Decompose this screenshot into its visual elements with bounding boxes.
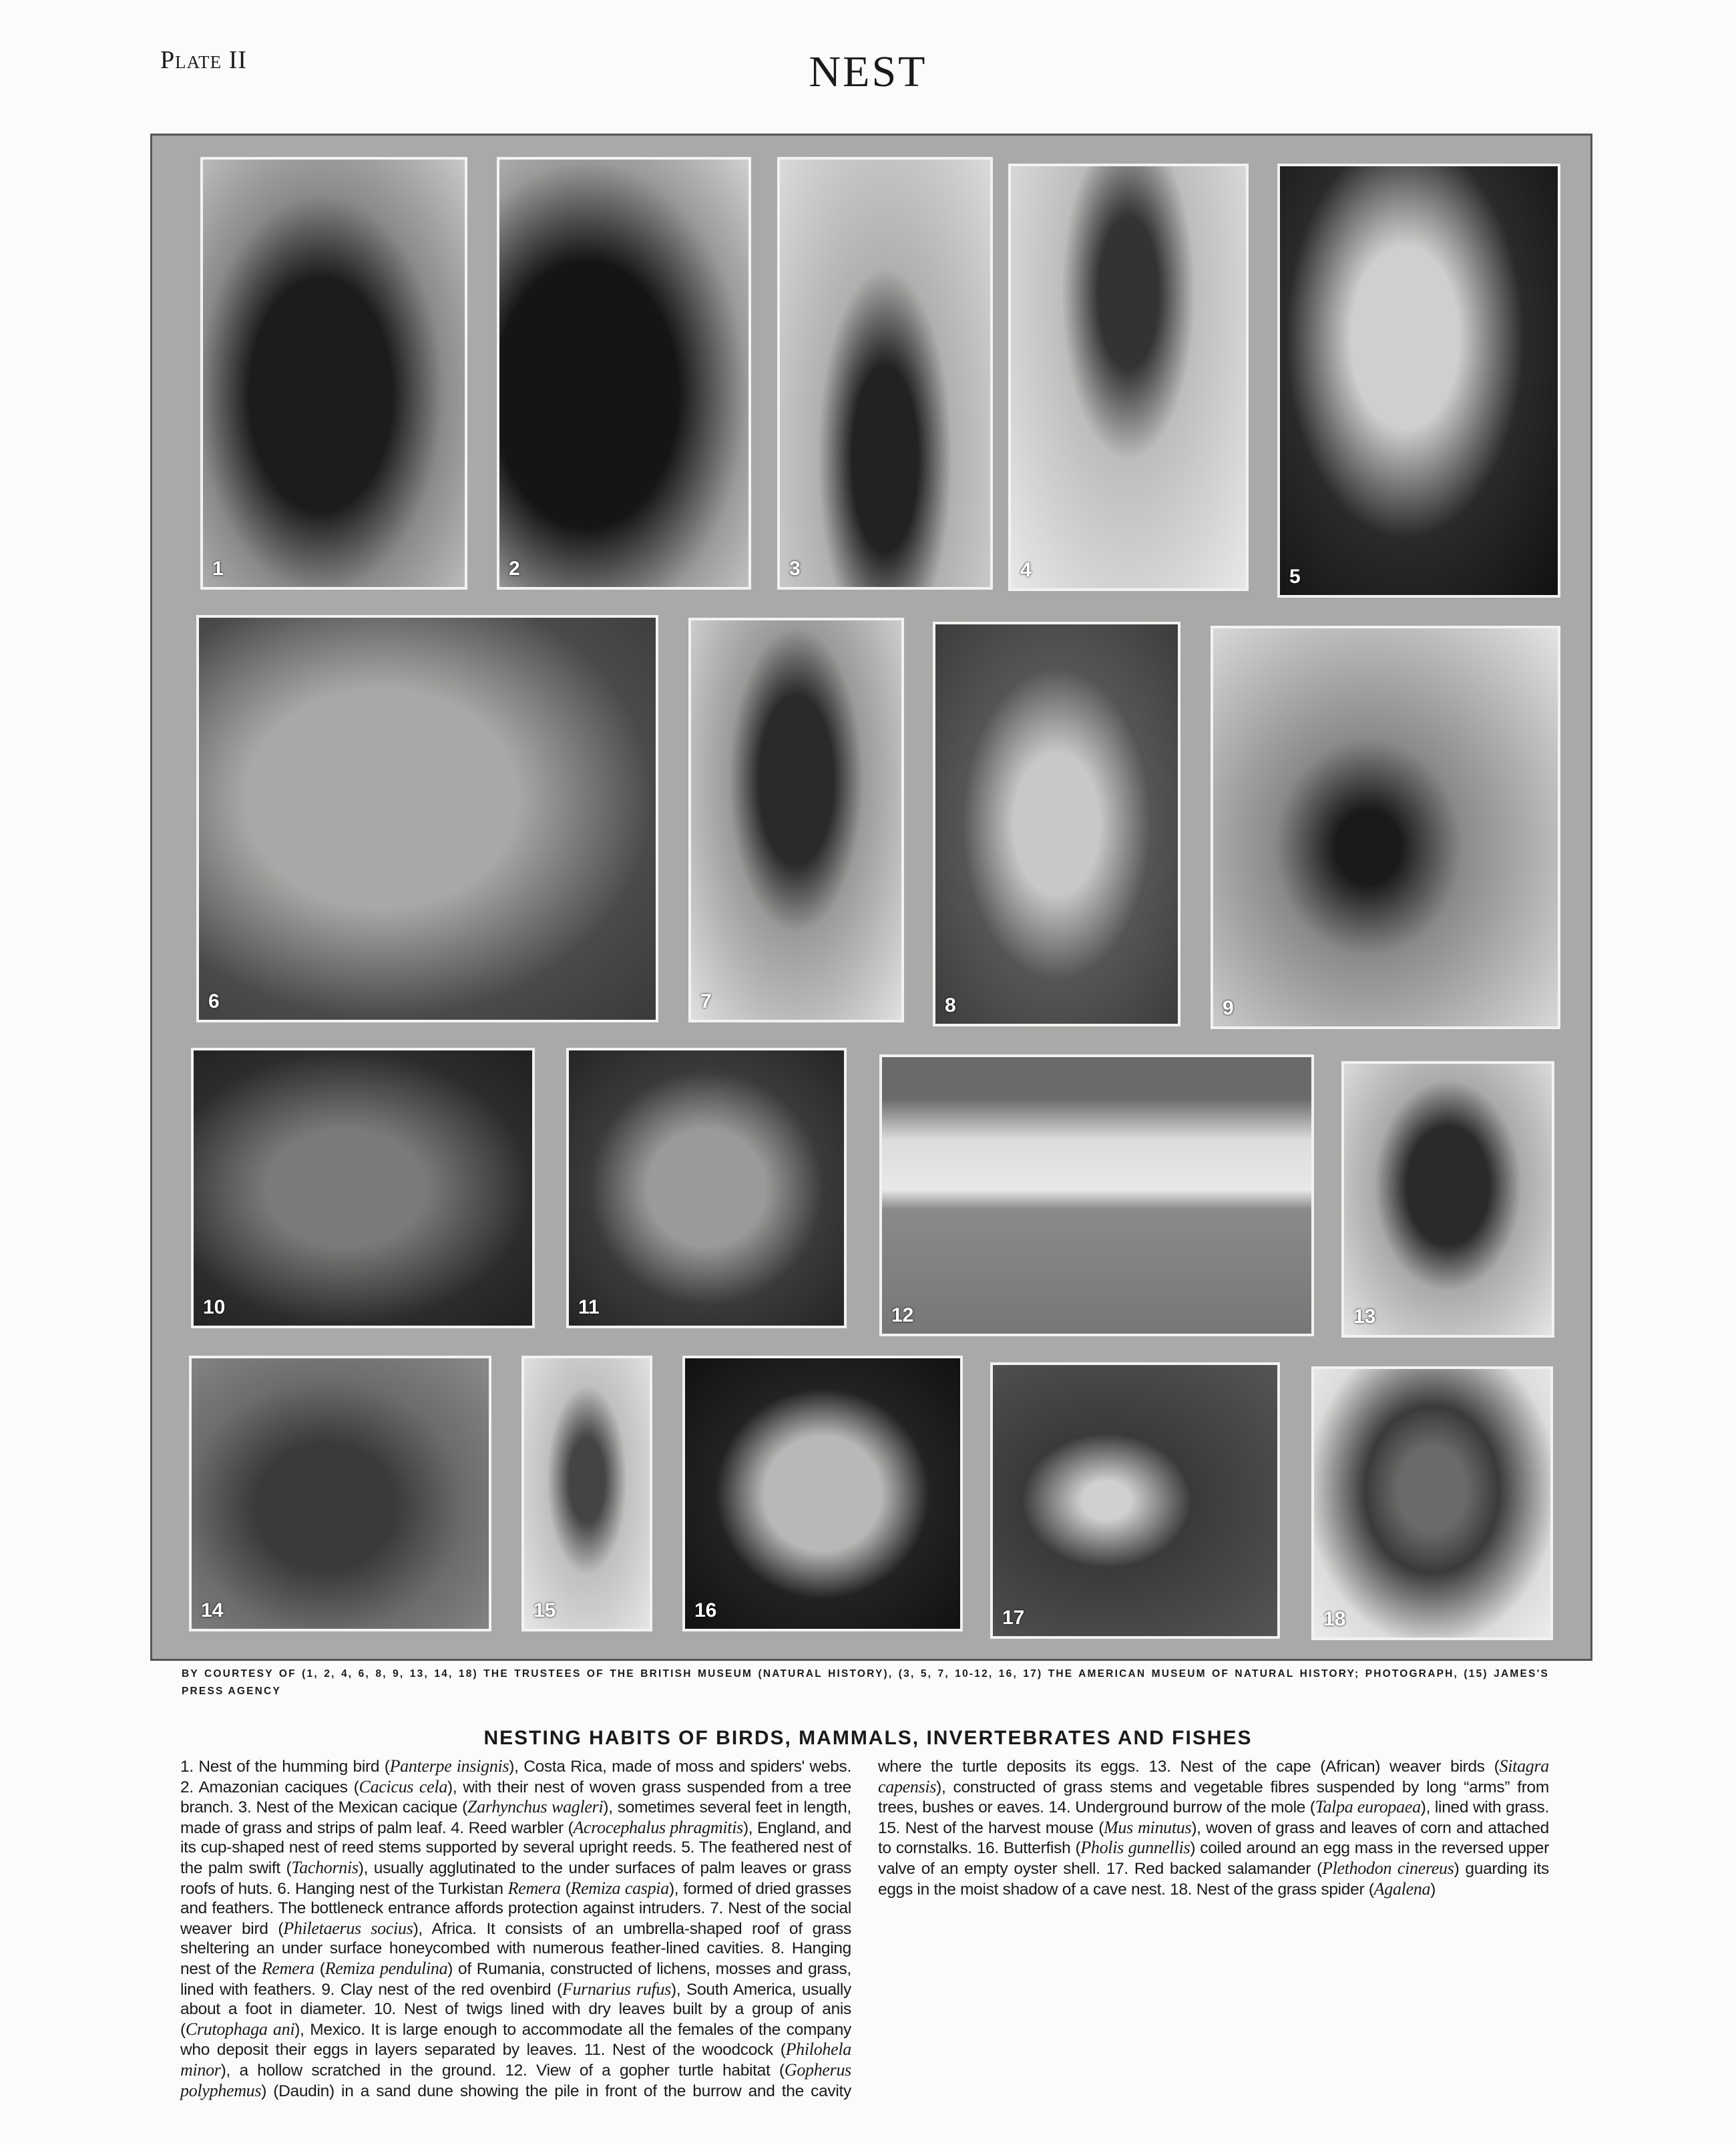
caption-segment: ) <box>1430 1880 1436 1899</box>
photo-15 <box>521 1356 652 1631</box>
species-name: Agalena <box>1373 1879 1431 1899</box>
photo-12 <box>879 1054 1314 1336</box>
photo-number: 2 <box>509 558 520 580</box>
species-name: Gopherus polyphemus <box>180 2060 851 2100</box>
photo-number: 16 <box>694 1599 717 1621</box>
photo-number: 4 <box>1020 559 1032 581</box>
photo-number: 5 <box>1289 566 1301 588</box>
photo-number: 6 <box>208 990 220 1012</box>
photo-11 <box>566 1048 847 1328</box>
caption-segment: ), woven of grass and leaves of corn and attached to cornstalks. 16. Butterfish ( <box>878 1818 1549 1858</box>
species-name: Remera <box>261 1958 314 1978</box>
caption-segment: ) coiled around an egg mass in the reversed upper valve of an empty oyster shell. 17. Red backed salamander ( <box>878 1839 1549 1878</box>
caption-segment: ) of Rumania, constructed of lichens, mosses and grass, lined with feathers. 9. Clay nest of the red ovenbird ( <box>180 1959 851 1999</box>
species-name: Remiza pendulina <box>324 1958 448 1978</box>
caption-segment: ) guarding its eggs in the moist shadow of a cave nest. 18. Nest of the grass spider ( <box>878 1859 1549 1899</box>
species-name: Acrocephalus phragmitis <box>573 1817 743 1837</box>
species-name: Remiza caspia <box>570 1878 669 1898</box>
species-name: Talpa europaea <box>1315 1797 1421 1817</box>
photo-18 <box>1311 1366 1553 1640</box>
caption-segment: 1. Nest of the humming bird ( <box>180 1758 390 1776</box>
caption-segment: ( <box>314 1959 325 1978</box>
photo-number: 9 <box>1223 997 1234 1019</box>
species-name: Philohela minor <box>180 2039 851 2080</box>
photo-2 <box>497 157 751 590</box>
photo-13 <box>1341 1061 1554 1338</box>
photo-17 <box>990 1362 1280 1639</box>
caption-heading: NESTING HABITS OF BIRDS, MAMMALS, INVERTEBRATES AND FISHES <box>483 1727 1253 1749</box>
caption-segment: ), lined with grass. 15. Nest of the harvest mouse ( <box>878 1798 1550 1837</box>
photo-1 <box>200 157 467 590</box>
species-name: Tachornis <box>291 1857 359 1877</box>
caption-segment: ), England, and its cup-shaped nest of reed stems supported by several upright reeds. 5. The feathered nest of the palm swift ( <box>180 1818 851 1877</box>
caption-segment: ), with their nest of woven grass suspended from a tree branch. 3. Nest of the Mexican cacique ( <box>180 1778 852 1817</box>
caption-text <box>180 1756 1549 2117</box>
caption-segment: ), Africa. It consists of an umbrella-shaped roof of grass sheltering an under surface honeycombed with numerous feather-lined cavities. 8. Hanging nest of the <box>180 1919 851 1978</box>
photo-number: 1 <box>212 558 224 580</box>
caption-segment: ( <box>560 1879 571 1898</box>
photo-number: 7 <box>700 990 712 1012</box>
photo-9 <box>1211 626 1560 1029</box>
caption-segment: ), South America, usually about a foot in diameter. 10. Nest of twigs lined with dry leaves built by a group of anis ( <box>180 1980 852 2039</box>
photo-plate <box>150 134 1592 1661</box>
caption-segment: ), a hollow scratched in the ground. 12. View of a gopher turtle habitat ( <box>220 2061 785 2080</box>
species-name: Remera <box>507 1878 561 1898</box>
species-name: Plethodon cinereus <box>1321 1858 1454 1878</box>
species-name: Philetaerus socius <box>283 1918 413 1938</box>
photo-6 <box>196 615 658 1022</box>
photo-number: 18 <box>1323 1608 1346 1630</box>
caption-segment: ), Mexico. It is large enough to accommodate all the females of the company who deposit their eggs in layers separated by leaves. 11. Nest of the woodcock ( <box>180 2020 851 2060</box>
caption-segment: ), constructed of grass stems and vegetable fibres suspended by long “arms” from trees, bushes or eaves. 14. Underground burrow of the mole ( <box>878 1778 1549 1817</box>
photo-4 <box>1008 164 1249 591</box>
species-name: Furnarius rufus <box>562 1979 671 1999</box>
species-name: Crutophaga ani <box>185 2019 295 2039</box>
species-name: Mus minutus <box>1104 1817 1192 1837</box>
photo-number: 17 <box>1002 1607 1025 1629</box>
photo-10 <box>191 1048 535 1328</box>
species-name: Cacicus cela <box>359 1776 448 1796</box>
caption-segment: ), Costa Rica, made of moss and spiders' webs. 2. Amazonian caciques ( <box>180 1758 852 1796</box>
caption-segment: ), sometimes several feet in length, made of grass and strips of palm leaf. 4. Reed warbler ( <box>180 1798 851 1837</box>
caption-segment: ), formed of dried grasses and feathers. The bottleneck entrance affords protection against intruders. 7. Nest of the social weaver bird ( <box>180 1879 851 1938</box>
photo-number: 8 <box>945 994 956 1016</box>
species-name: Pholis gunnellis <box>1080 1838 1190 1858</box>
photo-14 <box>189 1356 491 1631</box>
photo-credit: BY COURTESY OF (1, 2, 4, 6, 8, 9, 13, 14, 18) THE TRUSTEES OF THE BRITISH MUSEUM (NATURAL HISTORY), (3, 5, 7, 10-12, 16, 17) THE AMERICAN MUSEUM OF NATURAL HISTORY; PHOTOGRAPH, (15) JAMES'S PRESS AGENCY <box>182 1668 1549 1697</box>
photo-3 <box>777 157 993 590</box>
photo-number: 13 <box>1353 1306 1376 1328</box>
page-title: NEST <box>809 47 927 96</box>
species-name: Panterpe insignis <box>389 1756 509 1776</box>
photo-number: 3 <box>789 558 801 580</box>
photo-number: 14 <box>201 1599 224 1621</box>
plate-label: Plate II <box>160 46 247 74</box>
photo-number: 11 <box>578 1296 600 1318</box>
photo-7 <box>688 618 904 1022</box>
photo-5 <box>1277 164 1560 598</box>
photo-number: 10 <box>203 1296 226 1318</box>
photo-number: 15 <box>533 1599 556 1621</box>
photo-number: 12 <box>891 1304 914 1326</box>
photo-8 <box>933 622 1180 1026</box>
species-name: Sitagra capensis <box>878 1756 1549 1796</box>
photo-16 <box>682 1356 963 1631</box>
caption-segment: ), usually agglutinated to the under surfaces of palm leaves or grass roofs of huts. 6. Hanging nest of the Turkistan <box>180 1859 851 1898</box>
caption-segment: ) (Daudin) in a sand dune showing the pile in front of the burrow and the cavity where the turtle deposits its eggs. 13. Nest of the cape (African) weaver birds ( <box>261 1758 1500 2100</box>
species-name: Zarhynchus wagleri <box>467 1797 604 1817</box>
